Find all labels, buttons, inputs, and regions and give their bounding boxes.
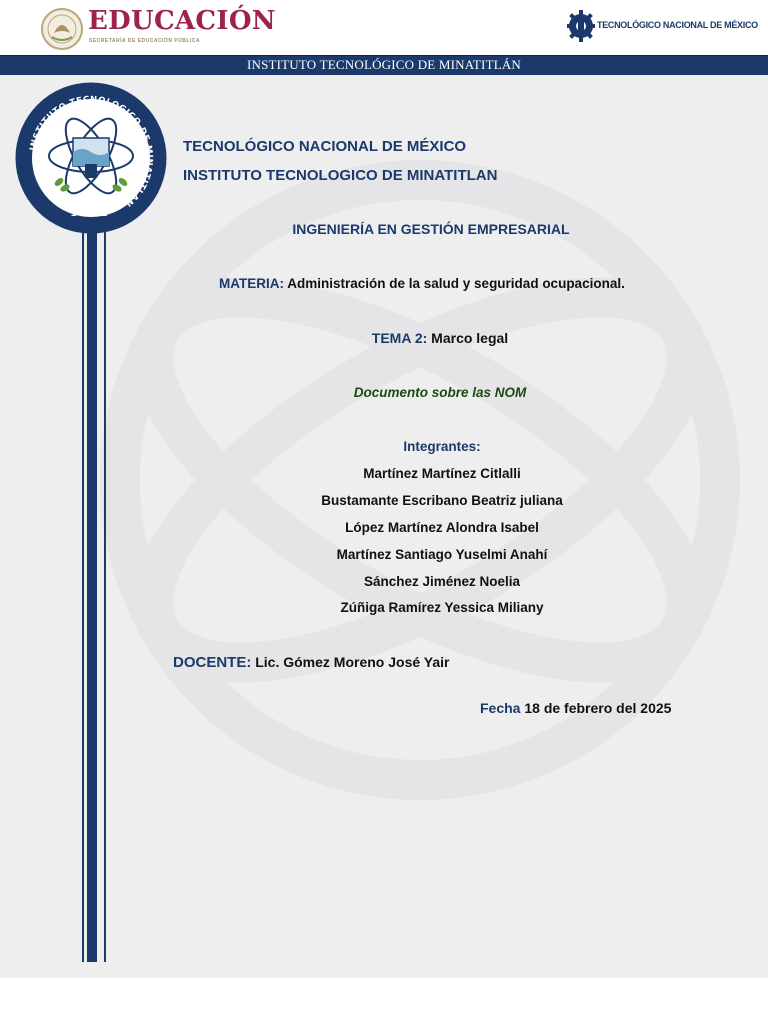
institute-seal-icon bbox=[15, 82, 167, 234]
subject-value: Administración de la salud y seguridad ocupacional. bbox=[287, 276, 625, 291]
decorative-line-right bbox=[104, 190, 106, 962]
sep-subtitle: SECRETARÍA DE EDUCACIÓN PÚBLICA bbox=[89, 38, 201, 44]
subject-label: MATERIA: bbox=[219, 276, 284, 291]
tecnm-gear-logo-icon bbox=[566, 4, 596, 48]
member-name: López Martínez Alondra Isabel bbox=[345, 520, 539, 535]
institution-line-1: TECNOLÓGICO NACIONAL DE MÉXICO bbox=[183, 138, 467, 155]
topic-value: Marco legal bbox=[431, 330, 509, 346]
seal-ring-text: INSTITUTO TECNOLOGICO DE MINATITLAN bbox=[28, 94, 155, 209]
topic-label: TEMA 2: bbox=[371, 330, 428, 346]
career-title: INGENIERÍA EN GESTIÓN EMPRESARIAL bbox=[292, 221, 570, 237]
topic-line bbox=[250, 330, 630, 346]
date-value: 18 de febrero del 2025 bbox=[524, 700, 672, 716]
decorative-line-thick bbox=[87, 190, 97, 962]
institute-banner bbox=[0, 55, 768, 75]
document-title: Documento sobre las NOM bbox=[353, 385, 527, 400]
member-name: Martínez Martínez Citlalli bbox=[363, 466, 521, 481]
header-bar bbox=[0, 0, 768, 55]
member-name: Sánchez Jiménez Noelia bbox=[363, 574, 521, 589]
teacher-value: Lic. Gómez Moreno José Yair bbox=[255, 654, 450, 670]
banner-text: INSTITUTO TECNOLÓGICO DE MINATITLÁN bbox=[246, 57, 522, 72]
date-line bbox=[480, 700, 671, 716]
date-label: Fecha bbox=[480, 700, 521, 716]
seal-year: 1972 bbox=[70, 209, 112, 219]
members-label: Integrantes: bbox=[403, 439, 481, 454]
member-name: Bustamante Escribano Beatriz juliana bbox=[321, 493, 563, 508]
tecnm-header-label: TECNOLÓGICO NACIONAL DE MÉXICO bbox=[597, 20, 758, 30]
mexico-coat-of-arms-icon bbox=[40, 7, 84, 51]
teacher-label: DOCENTE: bbox=[173, 654, 252, 671]
teacher-line bbox=[173, 654, 449, 671]
decorative-line-left bbox=[82, 190, 84, 962]
member-name: Martínez Santiago Yuselmi Anahí bbox=[336, 547, 548, 562]
institution-line-2: INSTITUTO TECNOLOGICO DE MINATITLAN bbox=[183, 167, 498, 184]
member-name: Zúñiga Ramírez Yessica Miliany bbox=[340, 600, 544, 615]
sep-title: EDUCACIÓN bbox=[88, 6, 276, 36]
subject-line bbox=[219, 276, 625, 291]
